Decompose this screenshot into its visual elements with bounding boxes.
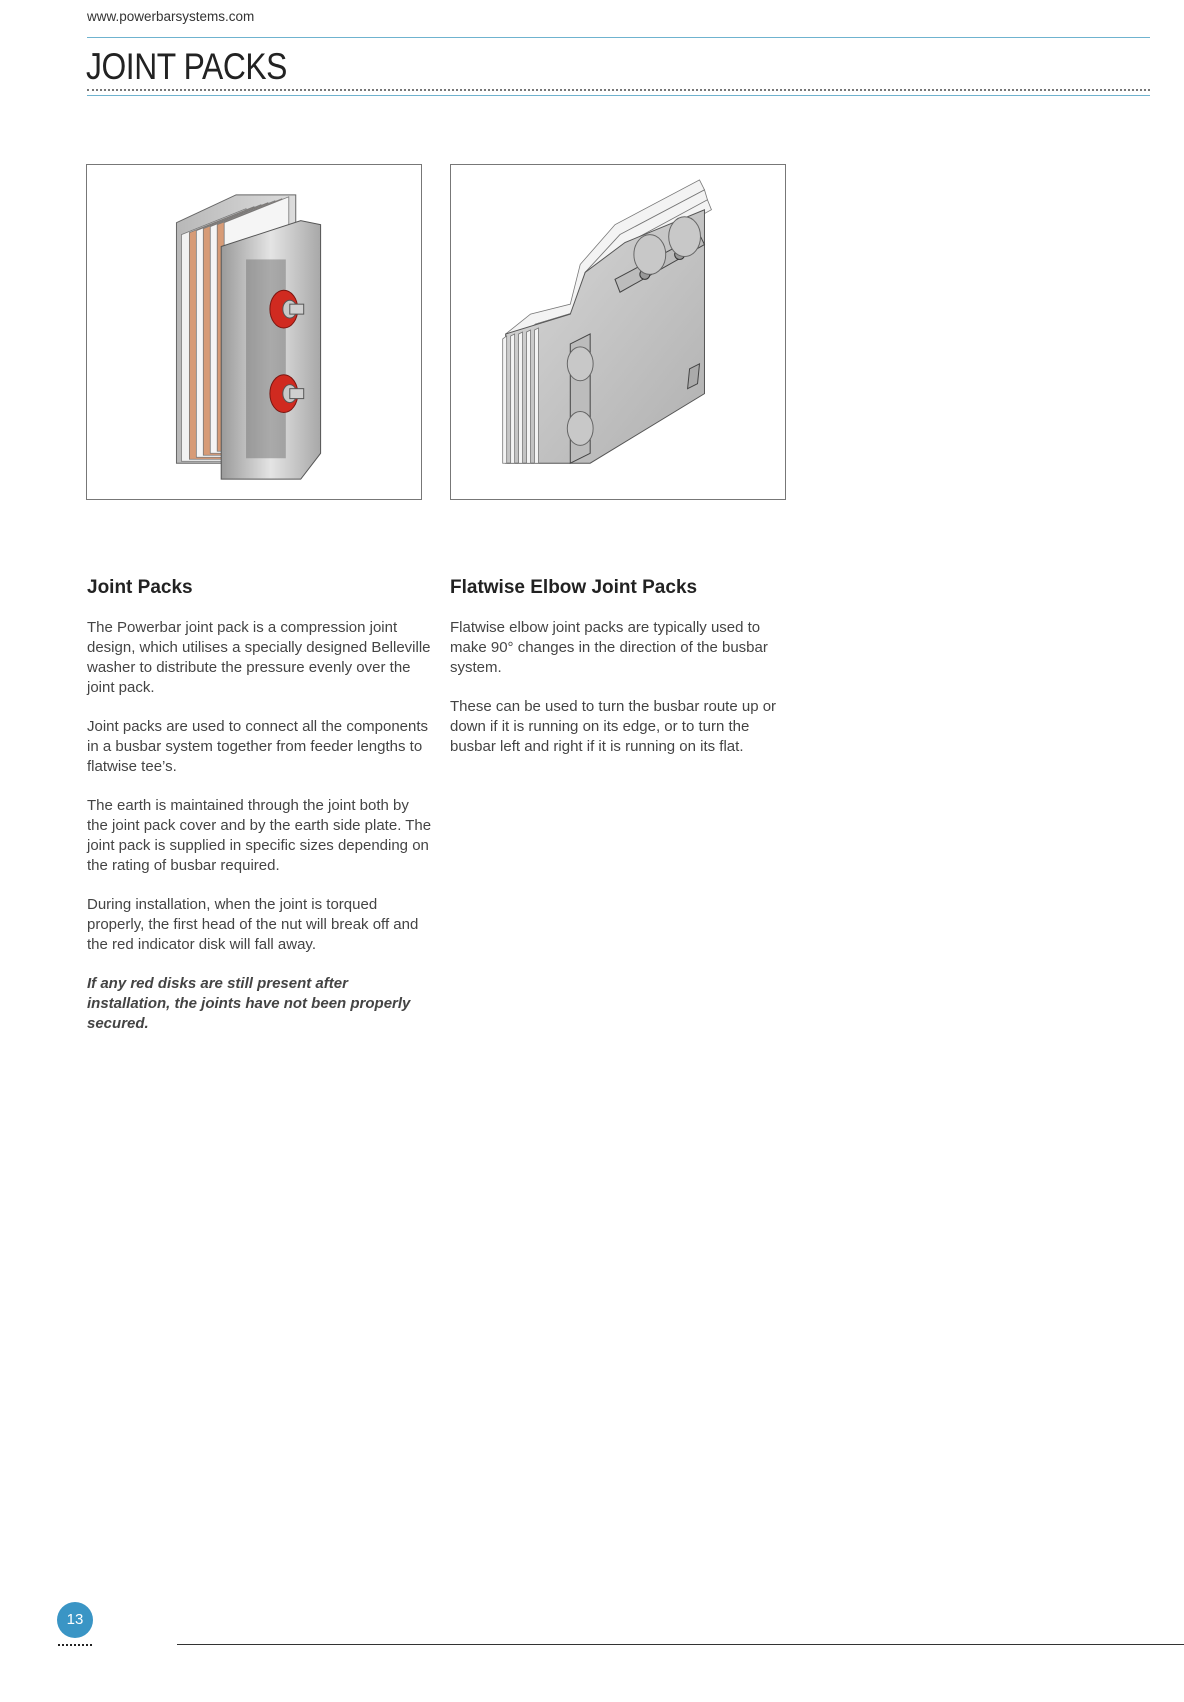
page-title: JOINT PACKS <box>86 46 287 87</box>
flatwise-elbow-figure <box>450 164 786 500</box>
page-number-dots <box>58 1644 92 1646</box>
flatwise-elbow-heading: Flatwise Elbow Joint Packs <box>450 577 698 598</box>
joint-packs-paragraph-1: The Powerbar joint pack is a compression joint design, which utilises a specially designed Belleville washer to distribute the pressure evenly over the joint pack. <box>87 619 431 696</box>
flatwise-elbow-section <box>450 577 795 776</box>
joint-packs-warning: If any red disks are still present after installation, the joints have not been properly secured. <box>87 975 411 1032</box>
page-number: 13 <box>57 1602 93 1638</box>
top-rule <box>87 37 1150 38</box>
joint-packs-paragraph-2: Joint packs are used to connect all the components in a busbar system together from feeder lengths to flatwise tee’s. <box>87 718 429 775</box>
joint-packs-paragraph-4: During installation, when the joint is torqued properly, the first head of the nut will break off and the red indicator disk will fall away. <box>87 896 419 953</box>
flatwise-elbow-paragraph-1: Flatwise elbow joint packs are typically used to make 90° changes in the direction of the busbar system. <box>450 619 768 676</box>
joint-packs-heading: Joint Packs <box>87 577 193 598</box>
joint-pack-figure <box>86 164 422 500</box>
flatwise-elbow-illustration <box>451 165 785 499</box>
flatwise-elbow-paragraph-2: These can be used to turn the busbar route up or down if it is running on its edge, or to turn the busbar left and right if it is running on its flat. <box>450 698 777 755</box>
footer-rule <box>177 1644 1184 1645</box>
title-blue-rule <box>87 95 1150 96</box>
website-url: www.powerbarsystems.com <box>87 9 255 24</box>
joint-pack-illustration <box>87 165 421 499</box>
joint-packs-paragraph-3: The earth is maintained through the joint both by the joint pack cover and by the earth side plate. The joint pack is supplied in specific sizes depending on the rating of busbar required. <box>87 797 432 874</box>
title-dotted-rule <box>87 89 1150 91</box>
joint-packs-section <box>87 577 432 1053</box>
